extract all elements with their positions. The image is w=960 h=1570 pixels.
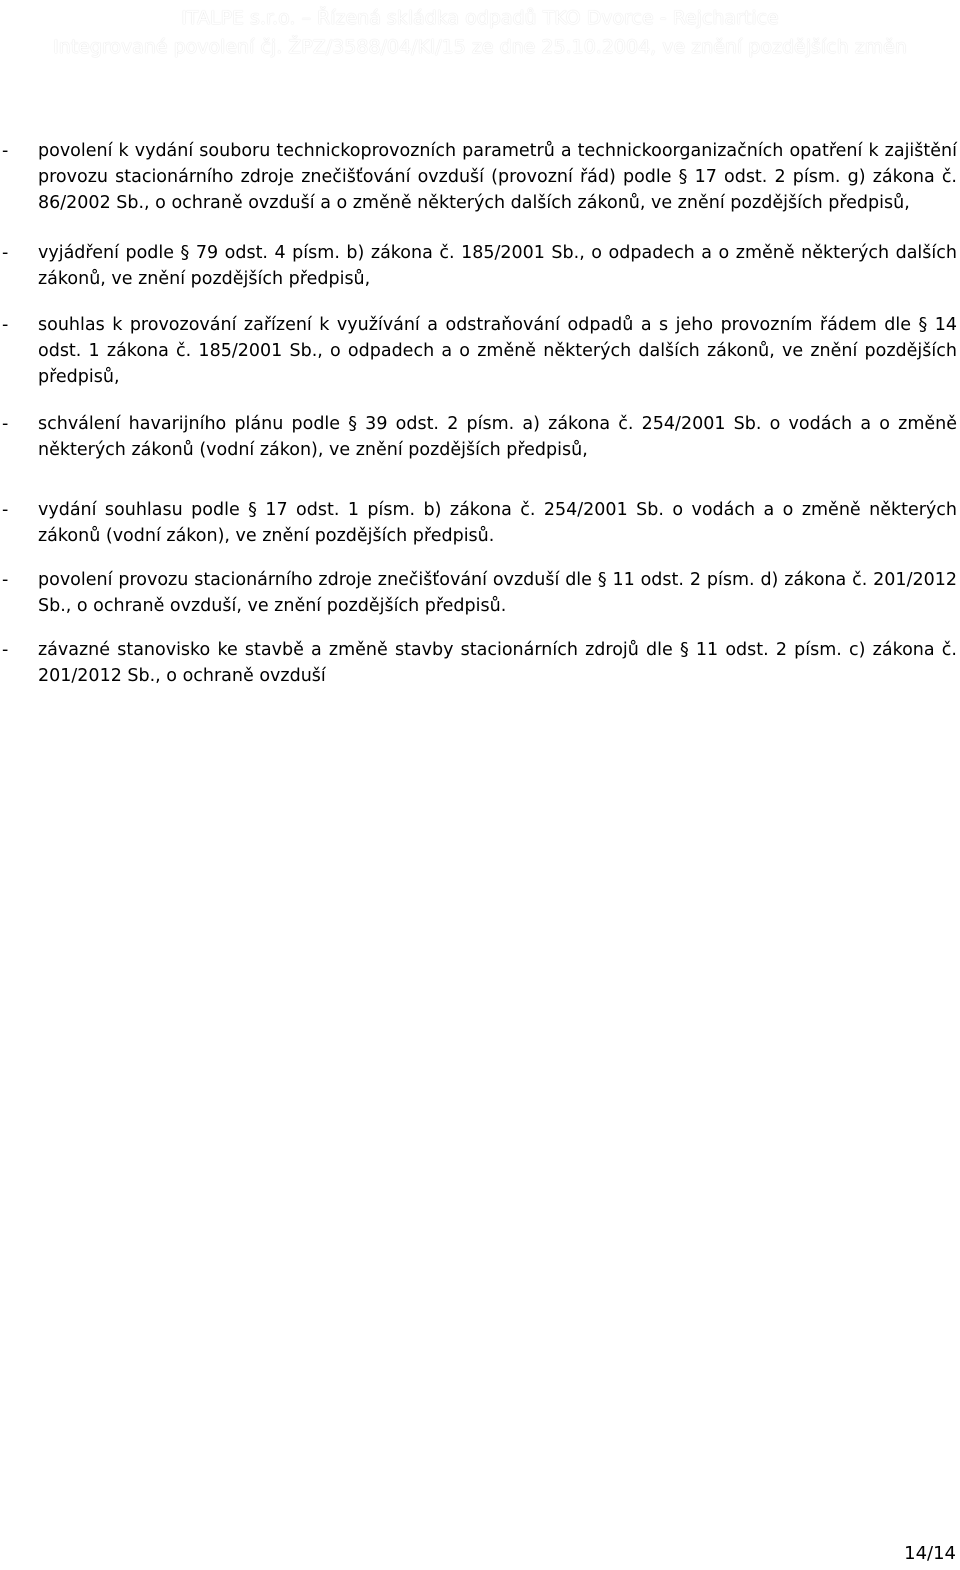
page-number: 14/14 [904,1543,956,1564]
header-title: ITALPE s.r.o. – Řízená skládka odpadů TKO Dvorce - Rejchartice [181,7,779,29]
list-item [0,567,957,619]
list-item-text: schválení havarijního plánu podle § 39 odst. 2 písm. a) zákona č. 254/2001 Sb. o vodách a o změně některých zákonů (vodní zákon), ve znění pozdějších předpisů, [38,414,957,460]
list-item-text: povolení provozu stacionárního zdroje znečišťování ovzduší dle § 11 odst. 2 písm. d) zákona č. 201/2012 Sb., o ochraně ovzduší, ve znění pozdějších předpisů. [38,570,957,616]
list-bullet: - [2,500,9,520]
list-bullet: - [2,243,9,263]
permit-list [0,138,957,689]
list-bullet: - [2,141,9,161]
list-item [0,312,957,390]
list-item [0,240,957,292]
list-item-text: vyjádření podle § 79 odst. 4 písm. b) zákona č. 185/2001 Sb., o odpadech a o změně některých dalších zákonů, ve znění pozdějších předpisů, [38,243,957,289]
list-item [0,138,957,216]
list-item-text: vydání souhlasu podle § 17 odst. 1 písm. b) zákona č. 254/2001 Sb. o vodách a o změně některých zákonů (vodní zákon), ve znění pozdějších předpisů. [38,500,957,546]
page-header [0,4,960,62]
list-bullet: - [2,414,9,434]
list-item-text: závazné stanovisko ke stavbě a změně stavby stacionárních zdrojů dle § 11 odst. 2 písm. c) zákona č. 201/2012 Sb., o ochraně ovzduší [38,640,957,686]
list-item-text: povolení k vydání souboru technickoprovozních parametrů a technickoorganizačních opatření k zajištění provozu stacionárního zdroje znečišťování ovzduší (provozní řád) podle § 17 odst. 2 písm. g) zákona č. 86/2002 Sb., o ochraně ovzduší a o změně některých dalších zákonů, ve znění pozdějších předpisů, [38,141,957,213]
header-subtitle: Integrované povolení čj. ŽPZ/3588/04/Kl/15 ze dne 25.10.2004, ve znění pozdějších změn [53,36,907,58]
list-bullet: - [2,640,9,660]
list-item [0,411,957,463]
list-bullet: - [2,315,9,335]
list-bullet: - [2,570,9,590]
list-item [0,497,957,549]
list-item-text: souhlas k provozování zařízení k využívání a odstraňování odpadů a s jeho provozním řádem dle § 14 odst. 1 zákona č. 185/2001 Sb., o odpadech a o změně některých dalších zákonů, ve znění pozdějších předpisů, [38,315,957,387]
list-item [0,637,957,689]
